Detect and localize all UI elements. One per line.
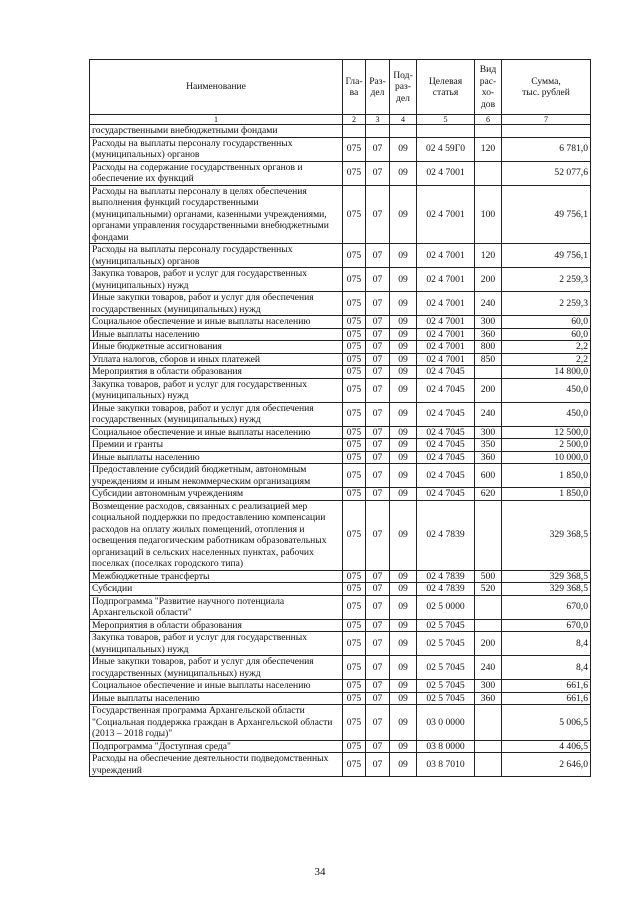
table-row	[90, 740, 591, 753]
row-sum: 1 850,0	[502, 464, 591, 488]
row-target-article: 02 4 7839	[417, 500, 475, 570]
column-number: 3	[366, 115, 390, 125]
row-sum: 329 368,5	[502, 570, 591, 583]
row-razdel: 07	[366, 753, 390, 777]
row-sum: 661,6	[502, 692, 591, 705]
row-sum: 8,4	[502, 632, 591, 656]
row-target-article: 02 5 7045	[417, 656, 475, 680]
row-name: Подпрограмма "Развитие научного потенциала Архангельской области"	[90, 595, 343, 619]
row-expense-type: 300	[475, 680, 502, 693]
row-target-article: 02 4 7001	[417, 292, 475, 316]
row-name: Мероприятия в области образования	[90, 366, 343, 379]
row-glava: 075	[343, 632, 366, 656]
row-glava: 075	[343, 656, 366, 680]
row-name: Возмещение расходов, связанных с реализацией мер социальной поддержки по предоставлению компенсации расходов на оплату жилых помещений, отопления и освещения педагогическим работникам образовательных организаций в сельских населенных пунктах, рабочих поселках (поселках городского типа)	[90, 500, 343, 570]
row-target-article: 02 4 7045	[417, 488, 475, 501]
row-razdel: 07	[366, 439, 390, 452]
row-name: Иные выплаты населению	[90, 692, 343, 705]
row-expense-type	[475, 161, 502, 185]
table-row	[90, 353, 591, 366]
table-row	[90, 439, 591, 452]
row-target-article: 02 4 7045	[417, 439, 475, 452]
row-glava: 075	[343, 705, 366, 741]
row-podrazdel: 09	[390, 740, 417, 753]
row-razdel: 07	[366, 185, 390, 244]
row-podrazdel: 09	[390, 244, 417, 268]
row-podrazdel: 09	[390, 378, 417, 402]
row-razdel: 07	[366, 378, 390, 402]
budget-table	[89, 59, 591, 777]
row-expense-type: 200	[475, 268, 502, 292]
row-sum	[502, 125, 591, 138]
row-name: Иные бюджетные ассигнования	[90, 341, 343, 354]
row-podrazdel: 09	[390, 341, 417, 354]
row-podrazdel: 09	[390, 705, 417, 741]
row-sum: 2,2	[502, 341, 591, 354]
row-glava: 075	[343, 316, 366, 329]
row-expense-type: 120	[475, 244, 502, 268]
row-glava: 075	[343, 341, 366, 354]
row-expense-type: 240	[475, 656, 502, 680]
row-podrazdel: 09	[390, 137, 417, 161]
table-row	[90, 402, 591, 426]
row-podrazdel: 09	[390, 366, 417, 379]
row-glava: 075	[343, 570, 366, 583]
row-razdel: 07	[366, 656, 390, 680]
row-podrazdel: 09	[390, 439, 417, 452]
table-row	[90, 125, 591, 138]
row-name: Закупка товаров, работ и услуг для государственных (муниципальных) нужд	[90, 268, 343, 292]
row-sum: 450,0	[502, 378, 591, 402]
row-podrazdel: 09	[390, 316, 417, 329]
row-sum: 661,6	[502, 680, 591, 693]
table-row	[90, 570, 591, 583]
row-sum: 670,0	[502, 595, 591, 619]
row-glava: 075	[343, 740, 366, 753]
table-row	[90, 341, 591, 354]
table-row	[90, 451, 591, 464]
column-number-row	[90, 115, 591, 125]
row-name: Иные выплаты населению	[90, 451, 343, 464]
row-sum: 49 756,1	[502, 244, 591, 268]
row-target-article: 02 5 7045	[417, 619, 475, 632]
row-sum: 329 368,5	[502, 583, 591, 596]
column-number: 6	[475, 115, 502, 125]
row-glava: 075	[343, 268, 366, 292]
row-razdel: 07	[366, 328, 390, 341]
row-expense-type: 240	[475, 292, 502, 316]
row-name: государственными внебюджетными фондами	[90, 125, 343, 138]
row-expense-type	[475, 125, 502, 138]
table-row	[90, 292, 591, 316]
row-name: Иные закупки товаров, работ и услуг для обеспечения государственных (муниципальных) нужд	[90, 402, 343, 426]
column-number: 1	[90, 115, 343, 125]
table-row	[90, 137, 591, 161]
row-name: Социальное обеспечение и иные выплаты населению	[90, 680, 343, 693]
row-expense-type	[475, 595, 502, 619]
row-name: Расходы на обеспечение деятельности подведомственных учреждений	[90, 753, 343, 777]
page-number: 34	[314, 866, 326, 878]
row-expense-type: 240	[475, 402, 502, 426]
table-row	[90, 619, 591, 632]
row-glava: 075	[343, 680, 366, 693]
row-glava: 075	[343, 378, 366, 402]
table-row	[90, 244, 591, 268]
row-target-article: 02 4 7001	[417, 185, 475, 244]
row-glava: 075	[343, 353, 366, 366]
row-target-article: 02 4 7045	[417, 464, 475, 488]
row-podrazdel: 09	[390, 692, 417, 705]
row-razdel: 07	[366, 619, 390, 632]
row-podrazdel: 09	[390, 570, 417, 583]
row-target-article: 02 4 7839	[417, 570, 475, 583]
row-glava: 075	[343, 451, 366, 464]
row-target-article: 02 5 7045	[417, 692, 475, 705]
row-name: Иные выплаты населению	[90, 328, 343, 341]
row-name: Иные закупки товаров, работ и услуг для обеспечения государственных (муниципальных) нужд	[90, 292, 343, 316]
row-sum: 14 800,0	[502, 366, 591, 379]
row-target-article: 02 4 7001	[417, 316, 475, 329]
row-sum: 4 406,5	[502, 740, 591, 753]
row-expense-type: 520	[475, 583, 502, 596]
row-target-article: 02 4 7001	[417, 244, 475, 268]
row-name: Подпрограмма "Доступная среда"	[90, 740, 343, 753]
row-name: Межбюджетные трансферты	[90, 570, 343, 583]
row-sum: 12 500,0	[502, 426, 591, 439]
row-podrazdel: 09	[390, 583, 417, 596]
row-target-article: 02 4 7001	[417, 161, 475, 185]
row-target-article: 02 4 7839	[417, 583, 475, 596]
row-razdel: 07	[366, 426, 390, 439]
row-expense-type	[475, 619, 502, 632]
row-glava: 075	[343, 583, 366, 596]
row-target-article: 02 4 7045	[417, 451, 475, 464]
header-target-article: Целевая статья	[417, 60, 475, 115]
row-expense-type	[475, 753, 502, 777]
row-expense-type: 300	[475, 426, 502, 439]
row-expense-type: 200	[475, 632, 502, 656]
row-target-article: 03 8 0000	[417, 740, 475, 753]
table-row	[90, 753, 591, 777]
row-razdel: 07	[366, 595, 390, 619]
row-name: Социальное обеспечение и иные выплаты населению	[90, 316, 343, 329]
row-sum: 8,4	[502, 656, 591, 680]
row-razdel: 07	[366, 583, 390, 596]
row-target-article: 02 5 7045	[417, 632, 475, 656]
row-target-article: 03 0 0000	[417, 705, 475, 741]
row-razdel: 07	[366, 570, 390, 583]
row-sum: 6 781,0	[502, 137, 591, 161]
row-podrazdel: 09	[390, 619, 417, 632]
row-target-article: 02 4 7045	[417, 366, 475, 379]
row-name: Премии и гранты	[90, 439, 343, 452]
row-name: Расходы на выплаты персоналу государственных (муниципальных) органов	[90, 137, 343, 161]
row-glava	[343, 125, 366, 138]
row-glava: 075	[343, 595, 366, 619]
row-podrazdel: 09	[390, 185, 417, 244]
row-glava: 075	[343, 137, 366, 161]
row-expense-type: 120	[475, 137, 502, 161]
row-razdel: 07	[366, 353, 390, 366]
row-glava: 075	[343, 464, 366, 488]
row-expense-type: 360	[475, 692, 502, 705]
table-row	[90, 316, 591, 329]
row-sum: 2 646,0	[502, 753, 591, 777]
row-expense-type: 800	[475, 341, 502, 354]
row-name: Закупка товаров, работ и услуг для государственных (муниципальных) нужд	[90, 378, 343, 402]
table-row	[90, 692, 591, 705]
table-header-row	[90, 60, 591, 115]
header-glava: Гла- ва	[343, 60, 366, 115]
row-podrazdel: 09	[390, 402, 417, 426]
header-sum: Сумма, тыс. рублей	[502, 60, 591, 115]
row-glava: 075	[343, 488, 366, 501]
row-name: Иные закупки товаров, работ и услуг для обеспечения государственных (муниципальных) нужд	[90, 656, 343, 680]
row-podrazdel: 09	[390, 595, 417, 619]
row-expense-type	[475, 366, 502, 379]
row-razdel: 07	[366, 705, 390, 741]
table-row	[90, 632, 591, 656]
row-glava: 075	[343, 292, 366, 316]
column-number: 5	[417, 115, 475, 125]
row-podrazdel: 09	[390, 292, 417, 316]
row-glava: 075	[343, 619, 366, 632]
table-row	[90, 268, 591, 292]
row-sum: 2 500,0	[502, 439, 591, 452]
row-razdel: 07	[366, 341, 390, 354]
row-name: Уплата налогов, сборов и иных платежей	[90, 353, 343, 366]
row-glava: 075	[343, 328, 366, 341]
row-name: Закупка товаров, работ и услуг для государственных (муниципальных) нужд	[90, 632, 343, 656]
row-sum: 5 006,5	[502, 705, 591, 741]
row-podrazdel: 09	[390, 680, 417, 693]
table-row	[90, 328, 591, 341]
row-glava: 075	[343, 500, 366, 570]
row-razdel	[366, 125, 390, 138]
row-target-article: 02 5 0000	[417, 595, 475, 619]
row-sum: 10 000,0	[502, 451, 591, 464]
row-podrazdel: 09	[390, 500, 417, 570]
row-name: Субсидии	[90, 583, 343, 596]
row-razdel: 07	[366, 680, 390, 693]
row-razdel: 07	[366, 632, 390, 656]
row-podrazdel: 09	[390, 426, 417, 439]
row-expense-type	[475, 740, 502, 753]
row-glava: 075	[343, 402, 366, 426]
table-row	[90, 185, 591, 244]
row-sum: 60,0	[502, 316, 591, 329]
table-row	[90, 705, 591, 741]
row-podrazdel: 09	[390, 161, 417, 185]
row-razdel: 07	[366, 292, 390, 316]
row-podrazdel: 09	[390, 656, 417, 680]
row-target-article: 02 4 7001	[417, 328, 475, 341]
row-podrazdel: 09	[390, 632, 417, 656]
row-target-article: 02 4 7001	[417, 268, 475, 292]
row-expense-type: 350	[475, 439, 502, 452]
row-podrazdel: 09	[390, 488, 417, 501]
row-expense-type: 300	[475, 316, 502, 329]
row-name: Государственная программа Архангельской области "Социальная поддержка граждан в Архангельской области (2013 – 2018 годы)"	[90, 705, 343, 741]
row-podrazdel: 09	[390, 753, 417, 777]
row-razdel: 07	[366, 161, 390, 185]
row-glava: 075	[343, 692, 366, 705]
row-expense-type: 600	[475, 464, 502, 488]
row-target-article: 02 4 7045	[417, 426, 475, 439]
row-name: Мероприятия в области образования	[90, 619, 343, 632]
row-name: Расходы на выплаты персоналу государственных (муниципальных) органов	[90, 244, 343, 268]
table-row	[90, 426, 591, 439]
row-name: Предоставление субсидий бюджетным, автономным учреждениям и иным некоммерческим организациям	[90, 464, 343, 488]
row-name: Расходы на выплаты персоналу в целях обеспечения выполнения функций государственными (муниципальными) органами, казенными учреждениями, органами управления государственными внебюджетными фондами	[90, 185, 343, 244]
row-name: Расходы на содержание государственных органов и обеспечение их функций	[90, 161, 343, 185]
row-target-article: 02 4 7045	[417, 402, 475, 426]
row-razdel: 07	[366, 740, 390, 753]
row-glava: 075	[343, 366, 366, 379]
row-razdel: 07	[366, 500, 390, 570]
row-expense-type: 360	[475, 328, 502, 341]
row-target-article: 03 8 7010	[417, 753, 475, 777]
row-razdel: 07	[366, 366, 390, 379]
row-sum: 2,2	[502, 353, 591, 366]
row-sum: 1 850,0	[502, 488, 591, 501]
row-glava: 075	[343, 244, 366, 268]
row-razdel: 07	[366, 464, 390, 488]
row-expense-type: 200	[475, 378, 502, 402]
row-razdel: 07	[366, 488, 390, 501]
row-target-article: 02 5 7045	[417, 680, 475, 693]
row-razdel: 07	[366, 137, 390, 161]
row-expense-type: 360	[475, 451, 502, 464]
row-sum: 450,0	[502, 402, 591, 426]
row-target-article: 02 4 7001	[417, 353, 475, 366]
row-sum: 52 077,6	[502, 161, 591, 185]
row-target-article: 02 4 59Г0	[417, 137, 475, 161]
row-sum: 49 756,1	[502, 185, 591, 244]
row-glava: 075	[343, 439, 366, 452]
table-row	[90, 656, 591, 680]
row-razdel: 07	[366, 451, 390, 464]
row-expense-type	[475, 705, 502, 741]
row-podrazdel: 09	[390, 353, 417, 366]
row-expense-type: 620	[475, 488, 502, 501]
column-number: 2	[343, 115, 366, 125]
row-glava: 075	[343, 185, 366, 244]
table-row	[90, 500, 591, 570]
row-razdel: 07	[366, 244, 390, 268]
row-sum: 2 259,3	[502, 268, 591, 292]
row-razdel: 07	[366, 692, 390, 705]
row-sum: 2 259,3	[502, 292, 591, 316]
table-row	[90, 595, 591, 619]
table-row	[90, 161, 591, 185]
table-row	[90, 378, 591, 402]
row-name: Субсидии автономным учреждениям	[90, 488, 343, 501]
table-row	[90, 488, 591, 501]
row-expense-type: 100	[475, 185, 502, 244]
row-glava: 075	[343, 426, 366, 439]
header-razdel: Раз- дел	[366, 60, 390, 115]
row-expense-type	[475, 500, 502, 570]
row-name: Социальное обеспечение и иные выплаты населению	[90, 426, 343, 439]
table-row	[90, 464, 591, 488]
column-number: 7	[502, 115, 591, 125]
row-expense-type: 850	[475, 353, 502, 366]
row-podrazdel	[390, 125, 417, 138]
table-row	[90, 366, 591, 379]
row-sum: 670,0	[502, 619, 591, 632]
row-razdel: 07	[366, 316, 390, 329]
row-glava: 075	[343, 753, 366, 777]
row-razdel: 07	[366, 268, 390, 292]
row-sum: 60,0	[502, 328, 591, 341]
row-podrazdel: 09	[390, 328, 417, 341]
row-target-article: 02 4 7001	[417, 341, 475, 354]
row-glava: 075	[343, 161, 366, 185]
column-number: 4	[390, 115, 417, 125]
row-podrazdel: 09	[390, 451, 417, 464]
table-row	[90, 680, 591, 693]
row-target-article: 02 4 7045	[417, 378, 475, 402]
header-podrazdel: Под- раз- дел	[390, 60, 417, 115]
table-row	[90, 583, 591, 596]
header-expense-type: Вид рас- хо- дов	[475, 60, 502, 115]
row-razdel: 07	[366, 402, 390, 426]
row-sum: 329 368,5	[502, 500, 591, 570]
row-podrazdel: 09	[390, 464, 417, 488]
header-name: Наименование	[90, 60, 343, 115]
row-target-article	[417, 125, 475, 138]
row-podrazdel: 09	[390, 268, 417, 292]
row-expense-type: 500	[475, 570, 502, 583]
